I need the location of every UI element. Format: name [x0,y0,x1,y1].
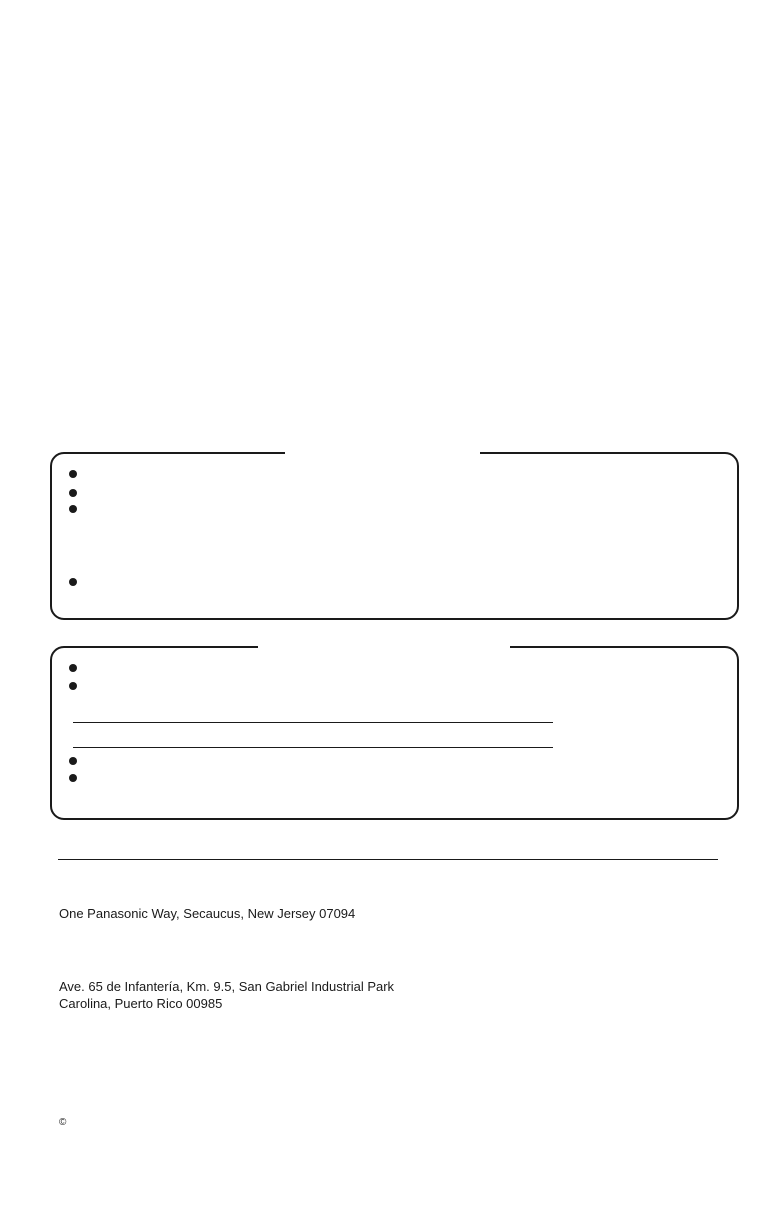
info-box-top-title-gap [285,449,480,455]
bullet-6 [69,682,77,690]
usa-address-line: One Panasonic Way, Secaucus, New Jersey 07094 [59,906,356,921]
info-box-bottom [50,646,739,820]
bullet-7 [69,757,77,765]
write-in-line-2 [73,747,553,748]
bullet-3 [69,505,77,513]
section-divider [58,859,718,860]
bullet-2 [69,489,77,497]
copyright-symbol: © [59,1117,67,1128]
bullet-1 [69,470,77,478]
pr-address-line-2: Carolina, Puerto Rico 00985 [59,996,223,1011]
pr-address-line-1: Ave. 65 de Infantería, Km. 9.5, San Gabriel Industrial Park [59,979,395,994]
bullet-8 [69,774,77,782]
bullet-4 [69,578,77,586]
bullet-5 [69,664,77,672]
info-box-bottom-title-gap [258,643,510,649]
write-in-line-1 [73,722,553,723]
info-box-top [50,452,739,620]
